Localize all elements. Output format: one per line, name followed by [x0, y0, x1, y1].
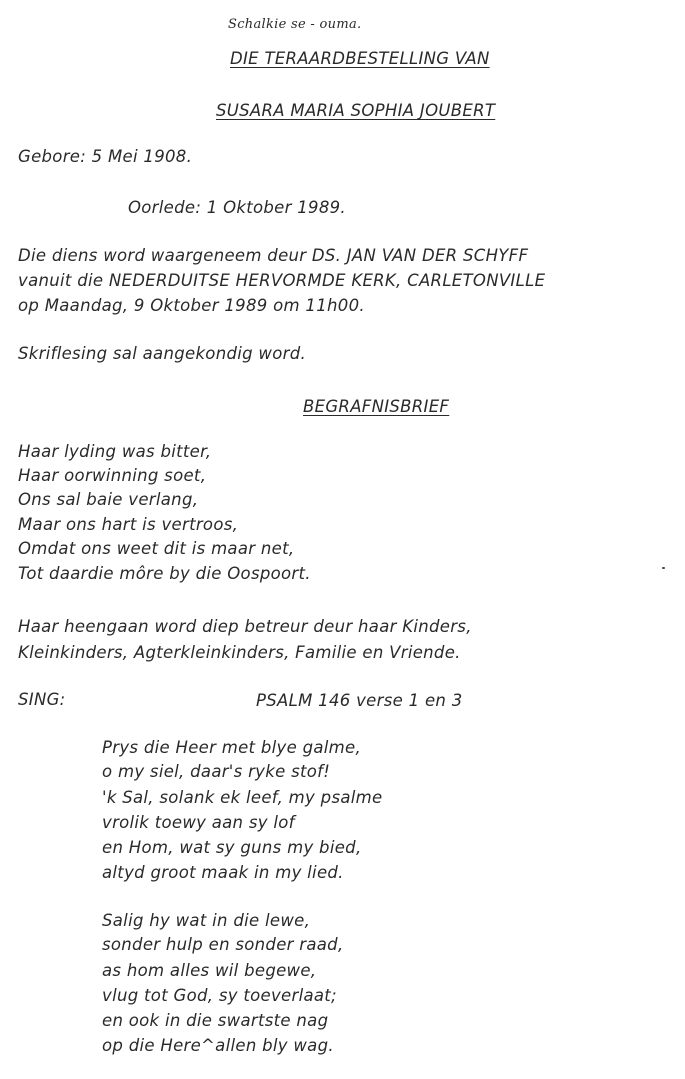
- verse-line: Salig hy wat in die lewe,: [102, 911, 311, 930]
- poem-line: Omdat ons weet dit is maar net,: [18, 539, 295, 558]
- death-date: Oorlede: 1 Oktober 1989.: [128, 198, 346, 217]
- title-line-2: SUSARA MARIA SOPHIA JOUBERT: [216, 101, 496, 120]
- psalm-reference: PSALM 146 verse 1 en 3: [256, 691, 463, 710]
- poem-line: Maar ons hart is vertroos,: [18, 515, 239, 534]
- mourning-line: Kleinkinders, Agterkleinkinders, Familie en Vriende.: [18, 643, 461, 662]
- title-line-1: DIE TERAARDBESTELLING VAN: [230, 49, 490, 68]
- verse-line: vlug tot God, sy toeverlaat;: [102, 986, 337, 1005]
- poem-line: Haar lyding was bitter,: [18, 442, 212, 461]
- paper-speck: [662, 567, 665, 569]
- verse-line: vrolik toewy aan sy lof: [102, 813, 295, 832]
- verse-line: 'k Sal, solank ek leef, my psalme: [102, 788, 383, 807]
- letter-heading: BEGRAFNISBRIEF: [303, 397, 450, 416]
- verse-line: op die Here^allen bly wag.: [102, 1036, 334, 1055]
- birth-date: Gebore: 5 Mei 1908.: [18, 147, 193, 166]
- verse-line: en Hom, wat sy guns my bied,: [102, 838, 362, 857]
- service-line: op Maandag, 9 Oktober 1989 om 11h00.: [18, 296, 365, 315]
- poem-line: Tot daardie môre by die Oospoort.: [18, 564, 311, 583]
- service-line: Die diens word waargeneem deur DS. JAN VAN DER SCHYFF: [18, 246, 529, 265]
- verse-line: sonder hulp en sonder raad,: [102, 935, 344, 954]
- poem-line: Ons sal baie verlang,: [18, 490, 199, 509]
- verse-line: o my siel, daar's ryke stof!: [102, 762, 331, 781]
- scripture-reading: Skriflesing sal aangekondig word.: [18, 344, 307, 363]
- poem-line: Haar oorwinning soet,: [18, 466, 207, 485]
- service-line: vanuit die NEDERDUITSE HERVORMDE KERK, CARLETONVILLE: [18, 271, 546, 290]
- verse-line: as hom alles wil begewe,: [102, 961, 317, 980]
- verse-line: altyd groot maak in my lied.: [102, 863, 344, 882]
- verse-line: en ook in die swartste nag: [102, 1011, 329, 1030]
- sing-label: SING:: [18, 690, 66, 709]
- verse-line: Prys die Heer met blye galme,: [102, 738, 362, 757]
- handwritten-note: Schalkie se - ouma.: [228, 17, 362, 32]
- mourning-line: Haar heengaan word diep betreur deur haar Kinders,: [18, 617, 472, 636]
